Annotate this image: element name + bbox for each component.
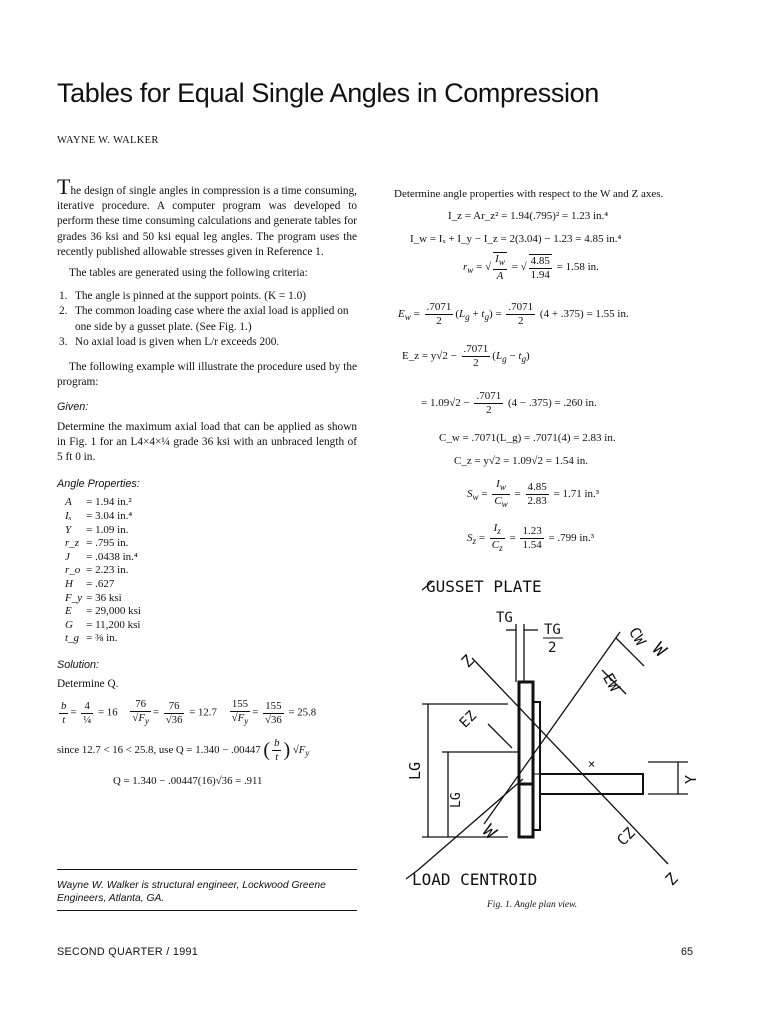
gusset-plate-label: GUSSET PLATE [426, 577, 542, 596]
ez-label: EZ [456, 708, 480, 732]
figure-caption: Fig. 1. Angle plan view. [487, 900, 578, 910]
criteria-list [57, 289, 357, 350]
determine-q: Determine Q. [57, 678, 119, 691]
tg-half-numerator: TG [544, 622, 561, 638]
ez-equation: E_z = y√2 − $\frac{.7071}{2}$ $(L_g - t_g)$ [402, 343, 530, 369]
w-axis-label-top: W [647, 638, 671, 662]
property-row: A = 1.94 in.² [65, 496, 132, 509]
footnote-rule-top [57, 869, 357, 870]
solution-heading: Solution: [57, 658, 100, 671]
lg-label: LG [406, 761, 424, 780]
iz-equation: I_z = Ar_z² = 1.94(.795)² = 1.23 in.⁴ [448, 210, 609, 222]
y-dimension-label: Y [682, 774, 700, 784]
load-centroid-label: LOAD CENTROID [412, 870, 538, 889]
z-axis-label-bottom: Z [661, 869, 682, 890]
property-row: F_y = 36 ksi [65, 591, 122, 604]
property-row: Iₓ = 3.04 in.⁴ [65, 510, 133, 523]
criteria-item: 1. The angle is pinned at the support points. (K = 1.0) [59, 290, 307, 303]
cw-equation: C_w = .7071(L_g) = .7071(4) = 2.83 in. [439, 432, 616, 444]
criteria-item: 2. The common loading case where the axial load is applied on one side by a gusset plate. (See Fig. 1.) [59, 305, 349, 333]
angle-properties-heading: Angle Properties: [57, 478, 140, 491]
property-row: G = 11,200 ksi [65, 618, 141, 631]
z-axis-label-top: Z [457, 651, 478, 672]
property-row: H = .627 [65, 578, 115, 591]
drop-cap: T [57, 174, 71, 199]
given-text: Determine the maximum axial load that can be applied as shown in Fig. 1 for an L4×4×¼ grade 36 ksi with an unbraced length of 5 ft 0 in. [57, 420, 357, 464]
cz-label: CZ [613, 823, 639, 850]
issue-label: SECOND QUARTER / 1991 [57, 946, 199, 958]
page-number: 65 [680, 946, 693, 958]
paper-title: Tables for Equal Single Angles in Compression [57, 78, 599, 108]
left-column [57, 174, 357, 789]
tg-half-denominator: 2 [548, 640, 557, 656]
ew-label: EW [599, 670, 624, 695]
footnote-rule-bottom [57, 910, 357, 911]
criteria-item: 3. No axial load is given when L/r exceeds 200. [59, 335, 280, 348]
property-row: t_g = ⅜ in. [65, 632, 118, 645]
property-row: r_o = 2.23 in. [65, 564, 129, 577]
property-row: E = 29,000 ksi [65, 605, 141, 618]
author-name: WAYNE W. WALKER [57, 135, 159, 146]
ez-numeric: = 1.09√2 − $\frac{.7071}{2}$ (4 − .375) = .260 in. [421, 390, 597, 416]
sw-equation: $S_w$ = $\frac{I_w}{C_w}$ = $\frac{4.85}{2.83}$ = 1.71 in.³ [467, 478, 600, 510]
author-footnote: Wayne W. Walker is structural engineer, Lockwood Greene Engineers, Atlanta, GA. [57, 880, 326, 904]
tg-label: TG [496, 610, 513, 626]
cw-label: CW [625, 624, 650, 649]
given-heading: Given: [57, 401, 89, 414]
centroid-mark: × [588, 757, 596, 771]
angle-properties-table [65, 496, 145, 646]
iw-equation: I_w = Iₓ + I_y − I_z = 2(3.04) − 1.23 = 4.85 in.⁴ [410, 233, 622, 245]
intro-paragraph [57, 174, 357, 260]
cz-equation: C_z = y√2 = 1.09√2 = 1.54 in. [454, 455, 588, 467]
angle-plan-diagram [388, 574, 708, 894]
lg-half-label: LG [449, 792, 464, 808]
property-row: r_z = .795 in. [65, 537, 129, 550]
example-intro: The following example will illustrate the procedure used by the program: [57, 361, 357, 389]
since-equation: since 12.7 < 16 < 25.8, use Q = 1.340 − .00447 ( $\frac{b}{t}$ ) $√F_y$ [57, 736, 310, 763]
property-row: J = .0438 in.⁴ [65, 550, 138, 563]
axes-intro: Determine angle properties with respect to the W and Z axes. [394, 188, 664, 200]
sz-equation: $S_z$ = $\frac{I_z}{C_z}$ = $\frac{1.23}{1.54}$ = .799 in.³ [467, 522, 594, 554]
ratio-equations: $\frac{b}{t}$ = $\frac{4}{\text{¼}}$ = 16 $\frac{76}{√F_y}$ = $\frac{76}{√36}$ = 12.7 $\frac{155}{√F_y}$ = $\frac{155}{√36}$ = 25.8 [61, 698, 317, 727]
property-row: Y = 1.09 in. [65, 523, 129, 536]
criteria-intro: The tables are generated using the following criteria: [69, 267, 308, 280]
rw-equation: $r_w$ = √ $\frac{I_w}{A}$ = √ $\frac{4.85}{1.94}$ = 1.58 in. [463, 253, 599, 283]
q-result: Q = 1.340 − .00447(16)√36 = .911 [113, 774, 263, 787]
w-axis-label-bottom: W [477, 820, 501, 844]
angle-plan-figure [388, 574, 708, 899]
ew-equation: $E_w$ = $\frac{.7071}{2}$ $(L_g + t_g)$ = $\frac{.7071}{2}$ (4 + .375) = 1.55 in. [398, 301, 629, 327]
intro-text: he design of single angles in compression is a time consuming, iterative procedure. A computer program was developed to perform these time consuming calculations and generate tables for grades 36 ksi and 50 ksi equal leg angles. The program uses the recently published allowable stresses given in Reference 1. [57, 185, 357, 258]
